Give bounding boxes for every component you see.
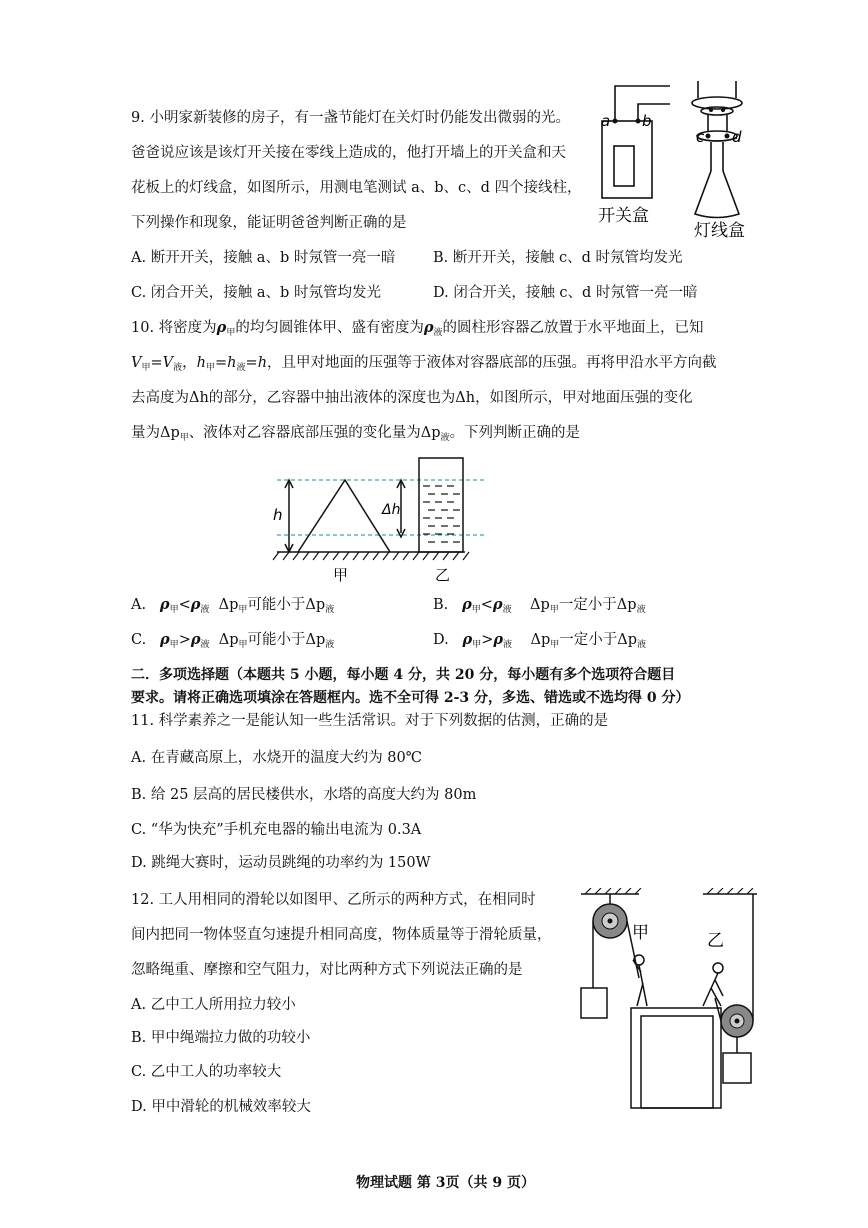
q10-line-3: 去高度为Δh的部分，乙容器中抽出液体的深度也为Δh，如图所示，甲对地面压强的变化	[131, 390, 693, 406]
rho-symbol: ρ	[160, 631, 170, 648]
symbol-h: h	[196, 355, 206, 371]
subscript-jia: 甲	[169, 605, 179, 615]
subscript-jia: 甲	[141, 363, 151, 373]
rho-symbol: ρ	[492, 596, 503, 613]
greater-than: >	[178, 632, 191, 648]
subscript-jia: 甲	[472, 640, 482, 650]
delta-p: Δp	[218, 597, 239, 613]
rho-symbol: ρ	[216, 319, 227, 336]
subscript-jia: 甲	[238, 605, 248, 615]
subscript-ye: 液	[440, 433, 450, 443]
subscript-ye: 液	[325, 605, 335, 615]
q10-figure-cone-and-container	[265, 452, 495, 587]
q11-option-a: A. 在青藏高原上，水烧开的温度大约为 80℃	[131, 750, 422, 766]
subscript-ye: 液	[173, 363, 183, 373]
subscript-jia: 甲	[206, 363, 216, 373]
lamp-box-label: 灯线盒	[694, 221, 745, 241]
label-yi: 乙	[435, 566, 451, 584]
rho-symbol: ρ	[493, 631, 504, 648]
subscript-ye: 液	[637, 640, 647, 650]
label-h: h	[273, 506, 283, 524]
q10-option-d	[433, 630, 646, 655]
q10-text: ，且甲对地面的压强等于液体对容器底部的压强。再将甲沿水平方向截	[267, 355, 717, 371]
rho-symbol: ρ	[190, 596, 201, 613]
subscript-ye: 液	[503, 640, 513, 650]
less-than: <	[480, 597, 493, 613]
option-text: 可能小于Δp	[247, 632, 326, 648]
q9-option-d: D. 闭合开关，接触 c、d 时氖管一亮一暗	[433, 285, 698, 301]
q9-line-1: 9. 小明家新装修的房子，有一盏节能灯在关灯时仍能发出微弱的光。	[131, 110, 570, 126]
rho-symbol: ρ	[462, 631, 473, 648]
q9-line-4: 下列操作和现象，能证明爸爸判断正确的是	[131, 215, 407, 231]
delta-p: Δp	[530, 597, 550, 613]
subscript-ye: 液	[502, 605, 512, 615]
option-text: 可能小于Δp	[247, 597, 326, 613]
q9-line-2: 爸爸说应该是该灯开关接在零线上造成的，他打开墙上的开关盒和天	[131, 145, 566, 161]
q10-line-1	[131, 318, 704, 343]
subscript-jia: 甲	[169, 640, 179, 650]
q11-stem: 11. 科学素养之一是能认知一些生活常识。对于下列数据的估测，正确的是	[131, 713, 609, 729]
subscript-jia: 甲	[238, 640, 248, 650]
q9-label-d: d	[732, 128, 742, 146]
subscript-jia: 甲	[549, 605, 559, 615]
q12-option-c: C. 乙中工人的功率较大	[131, 1064, 282, 1080]
subscript-jia: 甲	[471, 605, 481, 615]
q12-line-2: 间内把同一物体竖直匀速提升相同高度，物体质量等于滑轮质量，	[131, 927, 552, 943]
subscript-ye: 液	[200, 640, 210, 650]
less-than: <	[178, 597, 191, 613]
q10-text: 的圆柱形容器乙放置于水平地面上，已知	[442, 320, 704, 336]
subscript-jia: 甲	[550, 640, 560, 650]
option-letter: B.	[433, 597, 449, 613]
symbol-h: h	[227, 355, 237, 371]
q12-option-b: B. 甲中绳端拉力做的功较小	[131, 1030, 311, 1046]
q11-option-c: C. “华为快充”手机充电器的输出电流为 0.3A	[131, 822, 422, 838]
q9-option-b: B. 断开开关，接触 c、d 时氖管均发光	[433, 250, 683, 266]
q12-option-d: D. 甲中滑轮的机械效率较大	[131, 1099, 311, 1115]
rho-symbol: ρ	[462, 596, 472, 613]
q10-text: 。下列判断正确的是	[449, 425, 581, 441]
label-delta-h: Δh	[382, 502, 401, 518]
label-jia: 甲	[333, 566, 349, 584]
q12-figure-pulley-systems	[575, 888, 765, 1113]
rho-symbol: ρ	[423, 319, 434, 336]
symbol-v: V	[131, 355, 142, 371]
q11-option-b: B. 给 25 层高的居民楼供水，水塔的高度大约为 80m	[131, 787, 477, 803]
subscript-jia: 甲	[179, 433, 189, 443]
q10-line-4	[131, 423, 580, 448]
page-footer: 物理试题 第 3页（共 9 页）	[356, 1175, 535, 1191]
delta-p: Δp	[530, 632, 551, 648]
q12-line-1: 12. 工人用相同的滑轮以如图甲、乙所示的两种方式，在相同时	[131, 892, 536, 908]
q10-option-b	[433, 595, 646, 620]
q12-line-3: 忽略绳重、摩擦和空气阻力，对比两种方式下列说法正确的是	[131, 962, 523, 978]
q10-text: 、液体对乙容器底部压强的变化量为Δp	[188, 425, 441, 441]
greater-than: >	[481, 632, 494, 648]
equals: =	[245, 355, 258, 371]
label-yi: 乙	[707, 931, 724, 951]
option-letter: A.	[131, 597, 147, 613]
q12-option-a: A. 乙中工人所用拉力较小	[131, 997, 296, 1013]
subscript-ye: 液	[636, 605, 646, 615]
q9-line-3: 花板上的灯线盒，如图所示，用测电笔测试 a、b、c、d 四个接线柱，	[131, 180, 582, 196]
q10-line-2	[131, 353, 717, 378]
q9-label-c: c	[696, 128, 705, 146]
option-text: 一定小于Δp	[558, 597, 637, 613]
q9-label-a: a	[601, 112, 611, 130]
q9-option-c: C. 闭合开关，接触 a、b 时氖管均发光	[131, 285, 381, 301]
q11-option-d: D. 跳绳大赛时，运动员跳绳的功率约为 150W	[131, 855, 431, 871]
subscript-ye: 液	[236, 363, 246, 373]
rho-symbol: ρ	[190, 631, 201, 648]
delta-p: Δp	[218, 632, 239, 648]
option-letter: D.	[433, 632, 449, 648]
q9-label-b: b	[642, 112, 652, 130]
subscript-ye: 液	[433, 328, 443, 338]
section-2-header-line-1: 二．多项选择题（本题共 5 小题，每小题 4 分，共 20 分，每小题有多个选项符合题目	[131, 667, 676, 683]
label-jia: 甲	[632, 923, 649, 943]
option-text: 一定小于Δp	[559, 632, 638, 648]
q10-option-c	[131, 630, 334, 655]
q9-option-a: A. 断开开关，接触 a、b 时氖管一亮一暗	[131, 250, 396, 266]
q9-figure-switch-and-lamp-box	[590, 76, 770, 246]
section-2-header-line-2: 要求。请将正确选项填涂在答题框内。选不全可得 2-3 分，多选、错选或不选均得 0 分）	[131, 690, 690, 706]
q10-option-a	[131, 595, 334, 620]
subscript-ye: 液	[325, 640, 335, 650]
equals: =	[215, 355, 228, 371]
option-letter: C.	[131, 632, 147, 648]
symbol-h: h	[257, 355, 268, 371]
switch-box-label: 开关盒	[598, 206, 649, 226]
subscript-jia: 甲	[226, 328, 236, 338]
rho-symbol: ρ	[159, 596, 170, 613]
q10-text: 10. 将密度为	[131, 320, 217, 336]
subscript-ye: 液	[200, 605, 210, 615]
q10-text: 量为Δp	[131, 425, 180, 441]
comma: ，	[182, 355, 197, 371]
symbol-v: V	[162, 355, 174, 371]
q10-text: 的均匀圆锥体甲、盛有密度为	[235, 320, 424, 336]
equals: =	[150, 355, 163, 371]
